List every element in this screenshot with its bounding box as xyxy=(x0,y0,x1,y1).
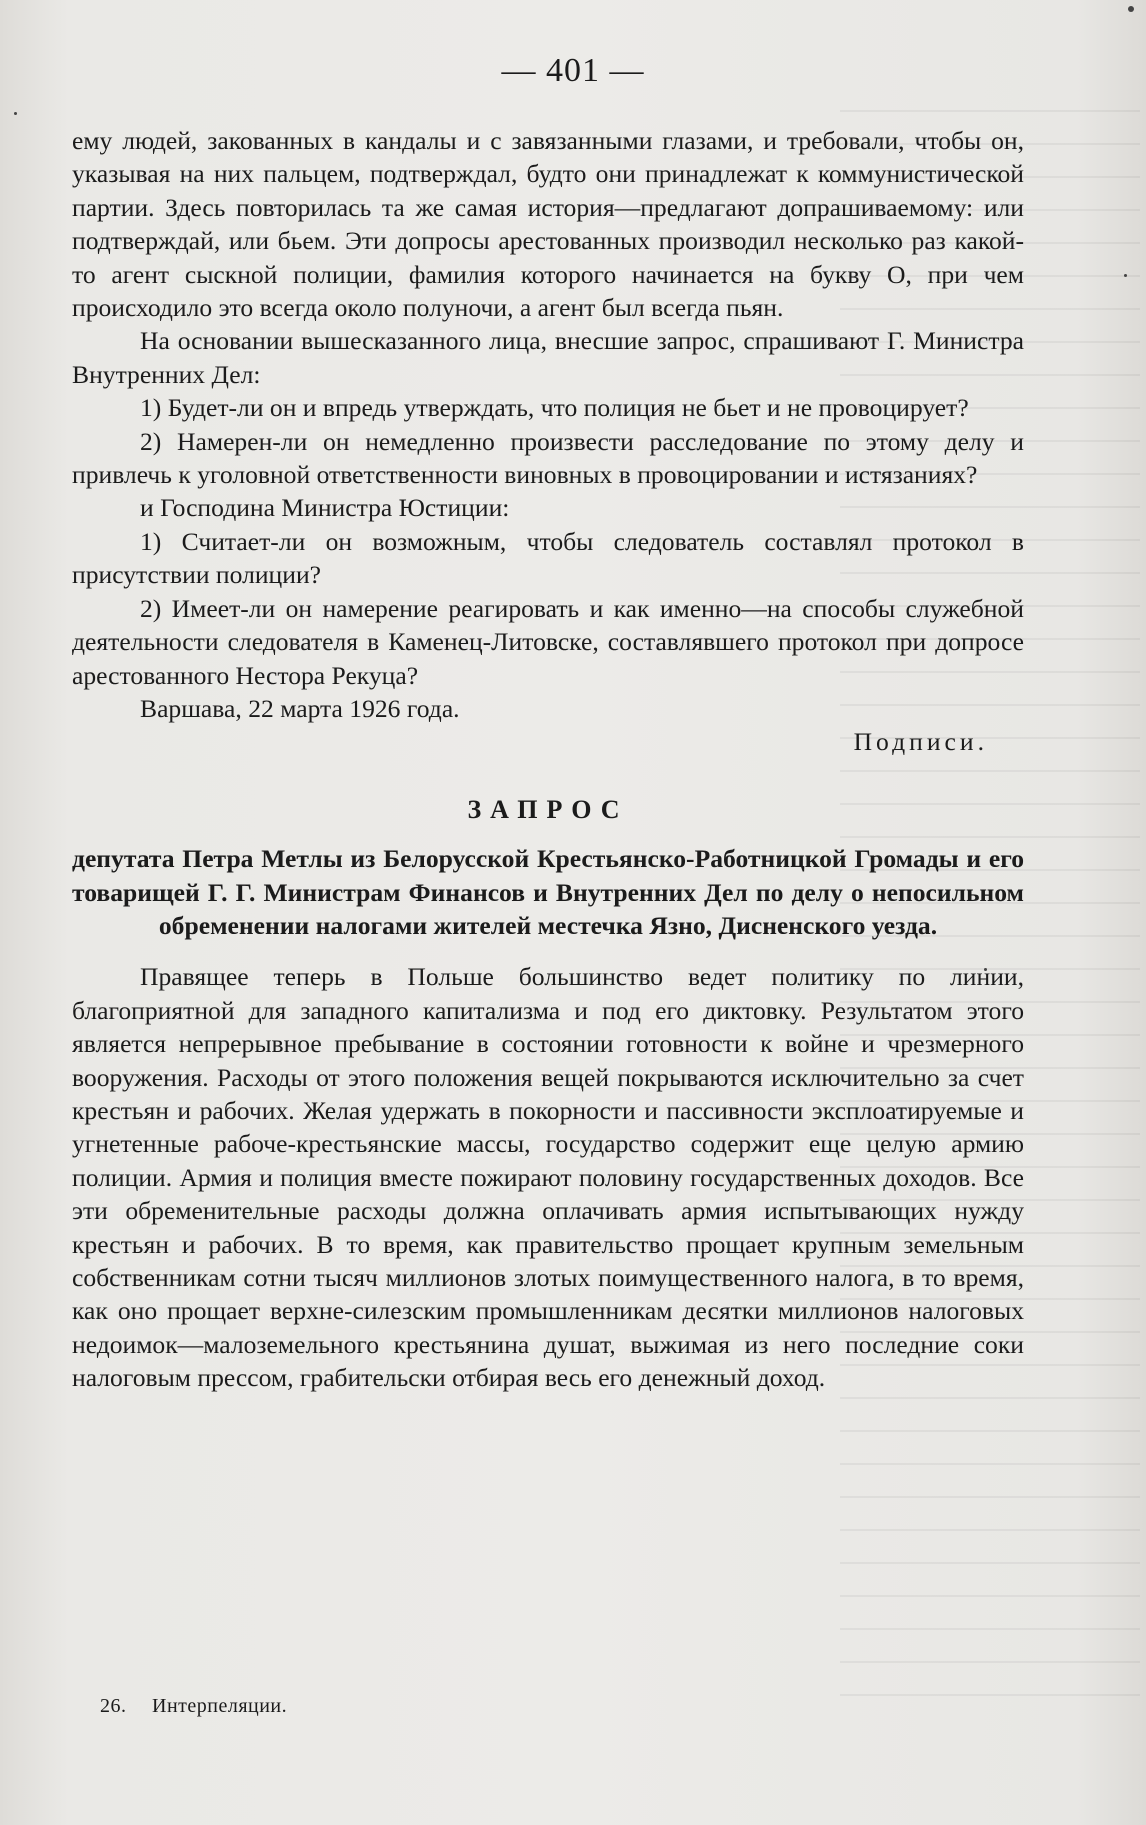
footer-title: Интерпеляции. xyxy=(152,1695,288,1717)
print-speck xyxy=(14,112,17,115)
section-subheading: депутата Петра Метлы из Белорусской Крестьянско-Работницкой Громады и его товарищей Г. Г. Министрам Финансов и Внутренних Дел по делу о непосильном обременении налогами жителей местечка Язно, Дисненского уезда. xyxy=(72,844,1024,940)
justice-minister-line: и Господина Министра Юстиции: xyxy=(140,493,510,523)
question-interior-1: 1) Будет-ли он и впредь утверждать, что полиция не бьет и не провоцирует? xyxy=(140,393,969,423)
question-interior-2: 2) Намерен-ли он немедленно произвести расследование по этому делу и привлечь к уголовной ответственности виновных в провоцировании и истязаниях? xyxy=(72,426,1024,490)
page-number: — 401 — xyxy=(501,52,645,89)
print-speck xyxy=(1128,6,1134,12)
question-justice-2: 2) Имеет-ли он намерение реагировать и как именно—на способы служебной деятельности следователя в Каменец-Литовске, составлявшего протокол при допросе арестованного Нестора Рекуца? xyxy=(72,593,1024,690)
date-line: Варшава, 22 марта 1926 года. xyxy=(140,693,460,723)
signatures-line: Подписи. xyxy=(853,727,988,757)
question-justice-1: 1) Считает-ли он возможным, чтобы следователь составлял протокол в присутствии полиции? xyxy=(72,526,1024,590)
paragraph-continuation: ему людей, закованных в кандалы и с завязанными глазами, и требовали, чтобы он, указывая на них пальцем, подтверждал, будто они принадлежат к коммунистической партии. Здесь повторилась та же самая история—предлагают допрашиваемому: или подтверждай, или бьем. Эти допросы арестованных производил несколько раз какой-то агент сыскной полиции, фамилия которого начинается на букву О, при чем происходило это всегда около полуночи, а агент был всегда пьян. xyxy=(72,126,1024,323)
page-footer xyxy=(100,1695,307,1718)
print-speck xyxy=(1124,274,1127,277)
footer-sheet-number: 26. xyxy=(100,1695,127,1717)
paragraph-inquiry-intro: На основании вышесказанного лица, внесшие запрос, спрашивают Г. Министра Внутренних Дел: xyxy=(72,326,1024,389)
paragraph-main: Правящее теперь в Польше большинство ведет политику по линии, благоприятной для западного капитализма и под его диктовку. Результатом этого является непрерывное пребывание в состоянии готовности к войне и чрезмерного вооружения. Расходы от этого положения вещей покрываются исключительно за счет крестьян и рабочих. Желая удержать в покорности и пассивности эксплоатируемые и угнетенные рабоче-крестьянские массы, государство содержит еще целую армию полиции. Армия и полиция вместе пожирают половину государственных доходов. Все эти обременительные расходы должна оплачивать армия испытывающих нужду крестьян и рабочих. В то время, как правительство прощает крупным земельным собственникам сотни тысяч миллионов злотых поимущественного налога, в то время, как оно прощает верхне-силезским промышленникам десятки миллионов налоговых недоимок—малоземельного крестьянина душат, выжимая из него последние соки налоговым прессом, грабительски отбирая весь его денежный доход. xyxy=(72,962,1024,1393)
section-heading: ЗАПРОС xyxy=(467,794,629,824)
page-body xyxy=(72,124,1024,1395)
